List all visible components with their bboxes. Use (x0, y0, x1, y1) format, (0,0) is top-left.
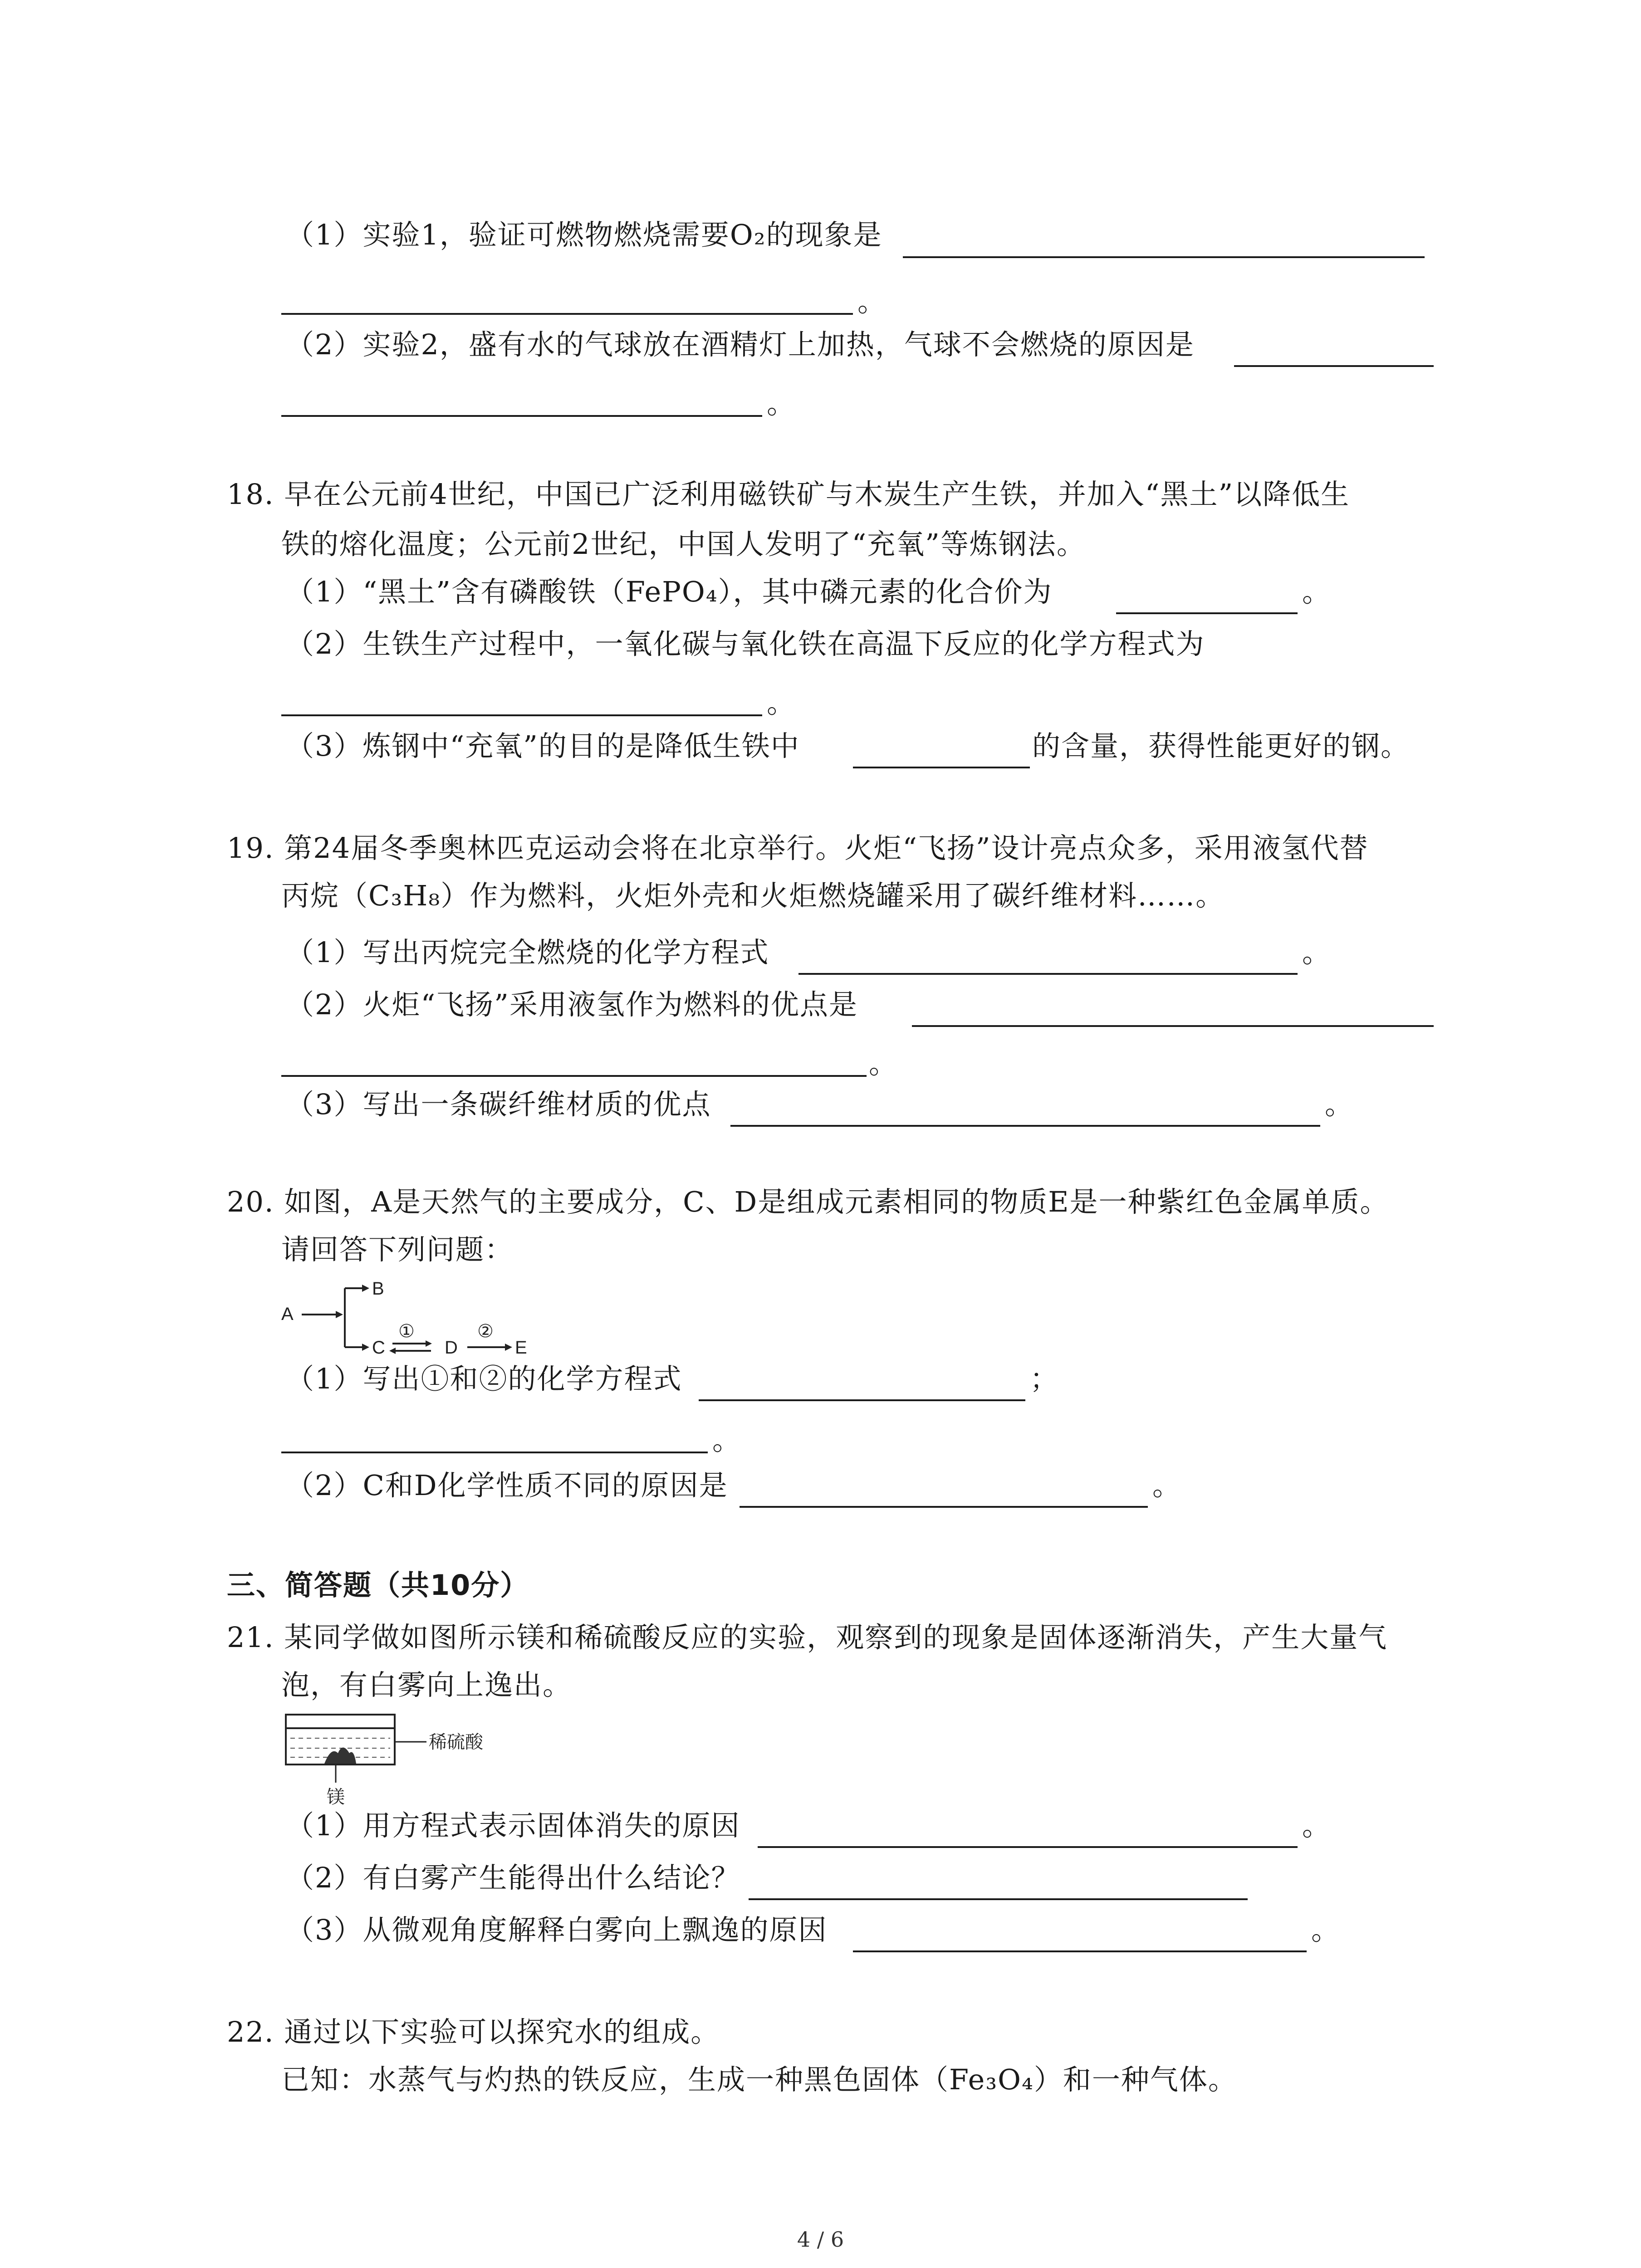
q21-part3-end: 。 (1311, 1913, 1341, 1946)
node-c-label: C (372, 1338, 385, 1358)
q19-part2: （2）火炬“飞扬”采用液氢作为燃料的优点是 (286, 988, 858, 1021)
q18-part2-end: 。 (767, 686, 796, 719)
arrow-a-head (336, 1311, 343, 1318)
node-d-label: D (445, 1338, 458, 1358)
q19-blank-3[interactable] (730, 1125, 1320, 1127)
label-magnesium: 镁 (327, 1787, 345, 1805)
q18-stem-line2: 铁的熔化温度；公元前2世纪，中国人发明了“充氧”等炼钢法。 (281, 528, 1086, 561)
q21-part2: （2）有白雾产生能得出什么结论？ (286, 1861, 740, 1894)
q17-part1-text: （1）实验1，验证可燃物燃烧需要O₂的现象是 (286, 218, 882, 251)
q19-blank-1[interactable] (798, 973, 1298, 975)
q17-part2 (286, 327, 1195, 363)
q20-reaction-diagram (281, 1270, 563, 1361)
q21-blank-1[interactable] (758, 1846, 1298, 1848)
q20-stem-line1: 20. 如图，A是天然气的主要成分，C、D是组成元素相同的物质E是一种紫红色金属单质。 (227, 1185, 1389, 1218)
arrow-d-to-c-head (389, 1348, 396, 1354)
q19-part3: （3）写出一条碳纤维材质的优点 (286, 1088, 711, 1121)
q21-stem-line1: 21. 某同学做如图所示镁和稀硫酸反应的实验，观察到的现象是固体逐渐消失，产生大量气 (227, 1621, 1388, 1654)
q17-part2-end: 。 (767, 387, 796, 420)
q21-stem-line2: 泡，有白雾向上逸出。 (281, 1668, 572, 1701)
q18-part1 (286, 574, 1053, 610)
q21-part3: （3）从微观角度解释白雾向上飘逸的原因 (286, 1913, 828, 1946)
node-b-label: B (372, 1279, 384, 1299)
q20-part1-end: 。 (712, 1423, 742, 1457)
q18-blank-2[interactable] (281, 714, 762, 716)
node-e-label: E (515, 1338, 527, 1358)
q17-part1-end: 。 (857, 285, 887, 318)
arrow-b-head (362, 1285, 369, 1292)
q17-blank-2b[interactable] (281, 415, 762, 417)
q18-stem-line1: 18. 早在公元前4世纪，中国已广泛利用磁铁矿与木炭生产生铁，并加入“黑土”以降低生 (227, 478, 1350, 511)
arrow-c-head (362, 1344, 369, 1351)
step2-label: ② (477, 1321, 494, 1341)
label-dilute-sulfuric-acid: 稀硫酸 (429, 1732, 483, 1753)
q19-stem-line1: 19. 第24届冬季奥林匹克运动会将在北京举行。火炬“飞扬”设计亮点众多，采用液氢代替 (227, 831, 1369, 865)
q17-blank-1b[interactable] (281, 313, 853, 315)
q21-part1-end: 。 (1302, 1809, 1332, 1842)
q18-part1-text: （1）“黑土”含有磷酸铁（FePO₄），其中磷元素的化合价为 (286, 575, 1053, 608)
q18-part3b: 的含量，获得性能更好的钢。 (1032, 729, 1410, 763)
q17-part1 (286, 217, 882, 253)
q19-part1-end: 。 (1302, 936, 1332, 969)
q20-part1: （1）写出①和②的化学方程式 (286, 1362, 682, 1395)
q20-blank-1b[interactable] (281, 1452, 708, 1453)
page-number: 4 / 6 (797, 2227, 844, 2252)
arrow-c-to-d-head (426, 1340, 432, 1347)
q22-stem-line2: 已知：水蒸气与灼热的铁反应，生成一种黑色固体（Fe₃O₄）和一种气体。 (281, 2063, 1237, 2096)
q18-blank-3[interactable] (853, 767, 1030, 768)
q19-stem-line2: 丙烷（C₃H₈）作为燃料，火炬外壳和火炬燃烧罐采用了碳纤维材料……。 (281, 879, 1225, 912)
q19-blank-2b[interactable] (281, 1075, 867, 1077)
q21-blank-3[interactable] (853, 1950, 1307, 1952)
q17-part2-text: （2）实验2，盛有水的气球放在酒精灯上加热，气球不会燃烧的原因是 (286, 328, 1195, 361)
q19-blank-2a[interactable] (912, 1025, 1434, 1027)
q19-part2-end: 。 (869, 1047, 898, 1080)
section-3-title: 三、简答题（共10分） (227, 1569, 529, 1602)
q20-blank-1a[interactable] (699, 1399, 1025, 1401)
node-a-label: A (281, 1304, 294, 1324)
q21-blank-2[interactable] (749, 1898, 1248, 1900)
q21-part1: （1）用方程式表示固体消失的原因 (286, 1809, 740, 1842)
q20-part1-mid: ； (1030, 1362, 1059, 1395)
arrow-d-to-e-head (505, 1344, 512, 1351)
q22-stem-line1: 22. 通过以下实验可以探究水的组成。 (227, 2015, 720, 2048)
q18-blank-1[interactable] (1116, 612, 1298, 614)
q20-stem-line2: 请回答下列问题： (281, 1233, 514, 1266)
q20-part2-end: 。 (1152, 1469, 1182, 1502)
q20-part2: （2）C和D化学性质不同的原因是 (286, 1469, 728, 1502)
magnesium-solid (324, 1748, 356, 1764)
q18-part1-end: 。 (1302, 575, 1332, 608)
q18-part3a: （3）炼钢中“充氧”的目的是降低生铁中 (286, 729, 800, 763)
q19-part1: （1）写出丙烷完全燃烧的化学方程式 (286, 936, 769, 969)
q17-blank-1a[interactable] (903, 256, 1425, 258)
q18-part2: （2）生铁生产过程中，一氧化碳与氧化铁在高温下反应的化学方程式为 (286, 627, 1205, 660)
q17-blank-2a[interactable] (1234, 365, 1434, 367)
step1-label: ① (398, 1321, 415, 1341)
q20-blank-2[interactable] (740, 1506, 1148, 1508)
q21-apparatus-diagram (281, 1710, 535, 1805)
q19-part3-end: 。 (1325, 1088, 1354, 1121)
